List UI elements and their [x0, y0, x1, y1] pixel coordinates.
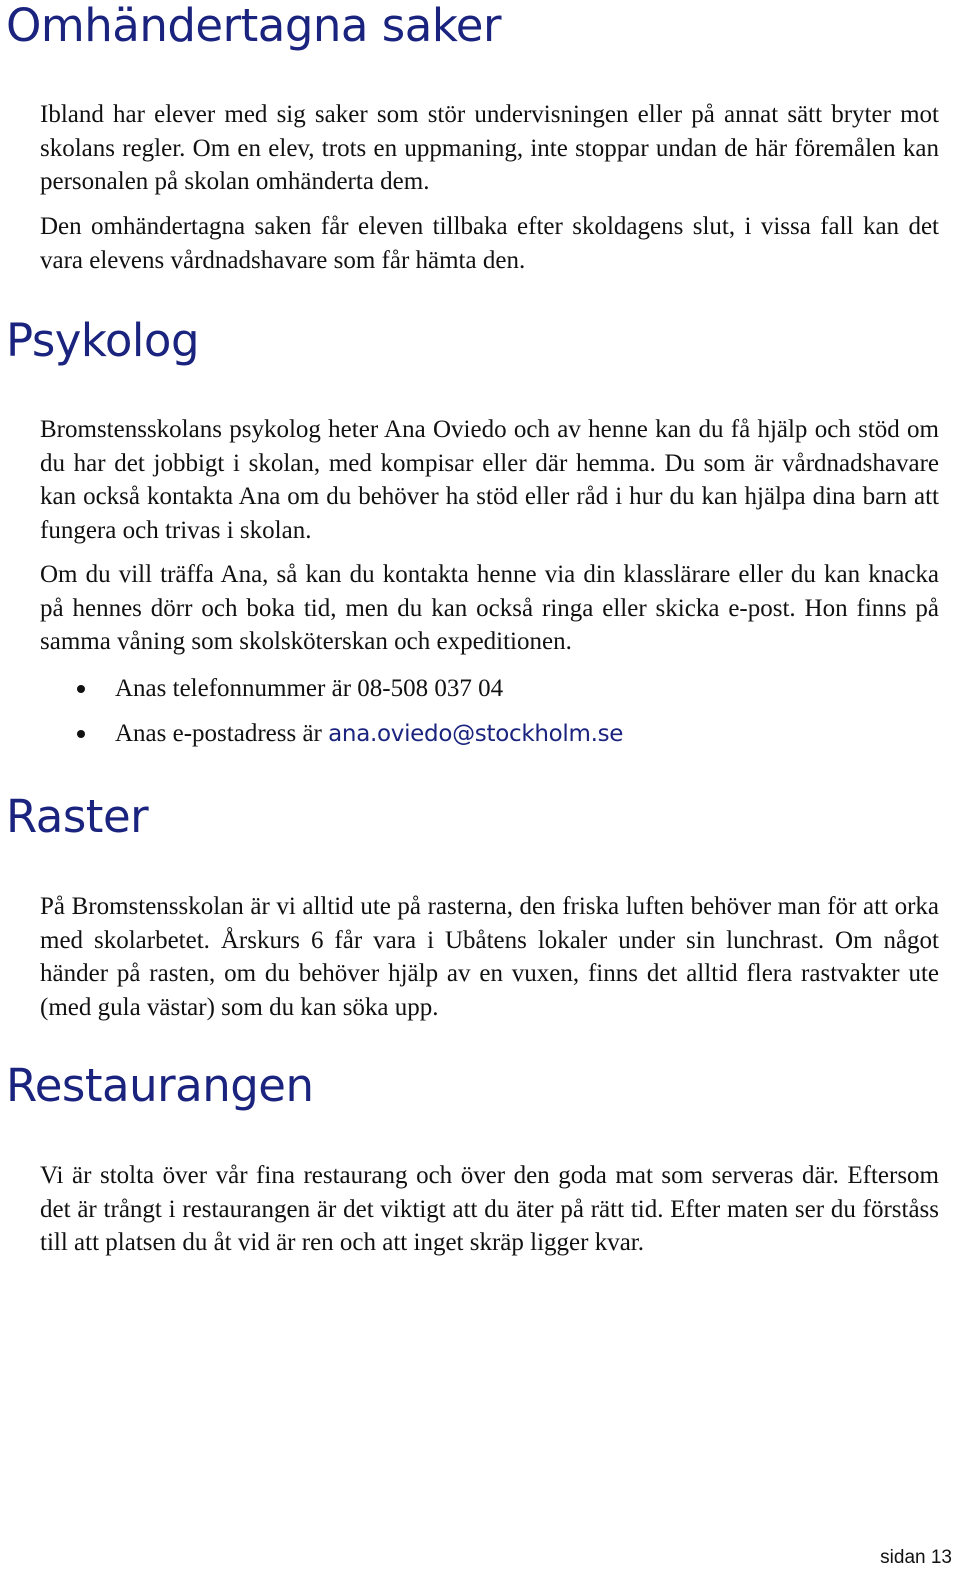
heading-omhandertagna-saker: Omhändertagna saker [6, 0, 501, 52]
list-item-phone [40, 672, 939, 706]
paragraph-omhandertagna-2: Den omhändertagna saken får eleven tillbaka efter skoldagens slut, i vissa fall kan det vara elevens vårdnadshavare som får hämta den. [40, 213, 939, 274]
page-number: sidan 13 [880, 1547, 952, 1568]
paragraph-restaurangen: Vi är stolta över vår fina restaurang och över den goda mat som serveras där. Eftersom det är trångt i restaurangen är det viktigt att du äter på rätt tid. Efter maten ser du förståss till att platsen du åt vid är ren och att inget skräp ligger kvar. [40, 1162, 939, 1256]
contact-list [40, 672, 939, 762]
email-link[interactable]: ana.oviedo@stockholm.se [328, 721, 624, 747]
paragraph-psykolog-1: Bromstensskolans psykolog heter Ana Oviedo och av henne kan du få hjälp och stöd om du har det jobbigt i skolan, med kompisar eller där hemma. Du som är vårdnadshavare kan också kontakta Ana om du behöver ha stöd eller råd i hur du kan hjälpa dina barn att fungera och trivas i skolan. [40, 416, 939, 544]
phone-text: Anas telefonnummer är 08-508 037 04 [115, 675, 504, 702]
email-label: Anas e-postadress är [115, 720, 329, 747]
bullet-icon [77, 730, 85, 738]
heading-raster: Raster [6, 790, 149, 843]
heading-psykolog: Psykolog [6, 314, 200, 367]
paragraph-psykolog-2: Om du vill träffa Ana, så kan du kontakta henne via din klasslärare eller du kan knacka på hennes dörr och boka tid, men du kan också ringa eller skicka e-post. Hon finns på samma våning som skolsköterskan och expeditionen. [40, 561, 939, 655]
bullet-icon [77, 685, 85, 693]
paragraph-raster: På Bromstensskolan är vi alltid ute på rasterna, den friska luften behöver man för att orka med skolarbetet. Årskurs 6 får vara i Ubåtens lokaler under sin lunchrast. Om något händer på rasten, om du behöver hjälp av en vuxen, finns det alltid flera rastvakter ute (med gula västar) som du kan söka upp. [40, 893, 939, 1021]
heading-restaurangen: Restaurangen [6, 1059, 314, 1112]
list-item-email [40, 717, 939, 751]
paragraph-omhandertagna-1: Ibland har elever med sig saker som stör undervisningen eller på annat sätt bryter mot skolans regler. Om en elev, trots en uppmaning, inte stoppar undan de här föremålen kan personalen på skolan omhänderta dem. [40, 101, 939, 195]
